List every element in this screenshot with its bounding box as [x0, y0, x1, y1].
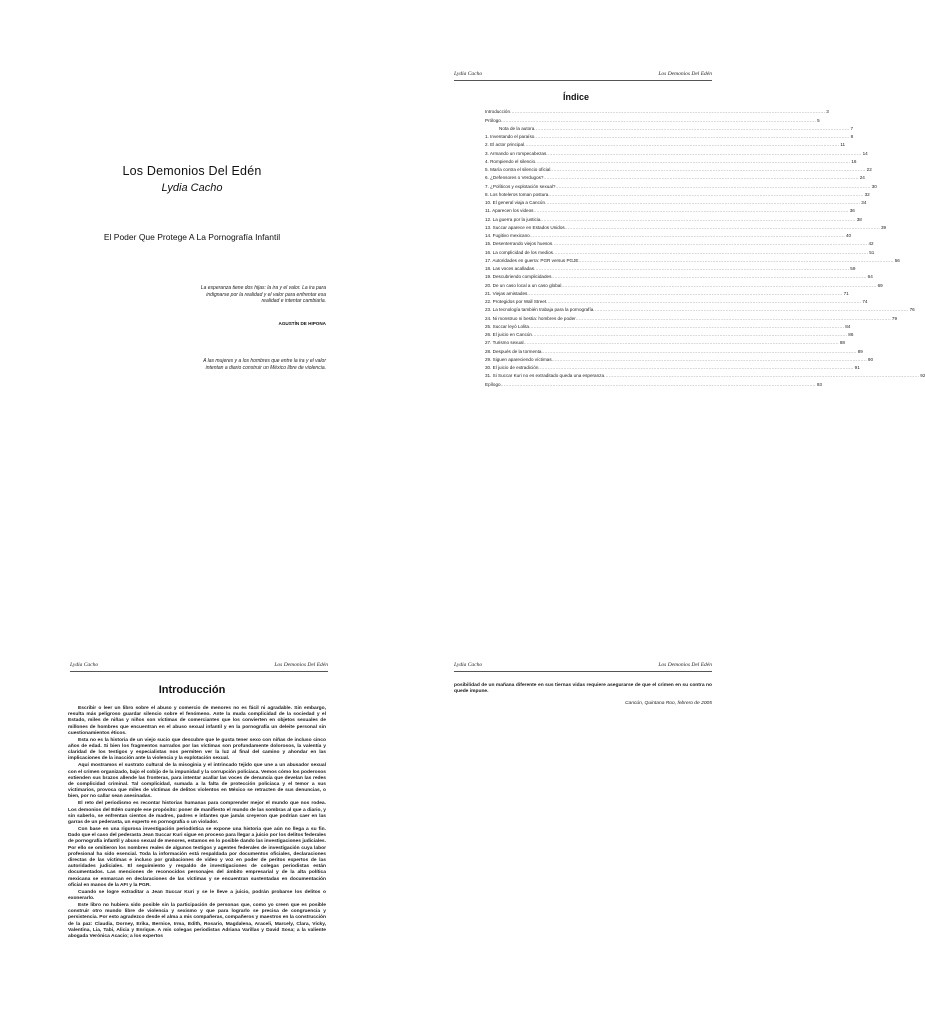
chapter-body — [68, 706, 326, 941]
toc-leader-dots: ........................................................................................................................................................................................................ — [551, 356, 867, 362]
toc-entry-title: 24. Ni monstruo ni bestia: hombres de poder — [485, 315, 576, 321]
toc-entry-page: 8 — [850, 134, 854, 139]
book-author: Lydia Cacho — [161, 182, 223, 194]
toc-entry-page: 59 — [850, 266, 856, 271]
toc-entry-title: 18. Las voces acalladas — [485, 266, 535, 271]
toc-entry-page: 79 — [891, 315, 898, 321]
toc-entry[interactable] — [485, 355, 874, 363]
body-paragraph: Escribir o leer un libro sobre el abuso y comercio de menores no es fácil ni agradable. Sin embargo, resulta más peligroso guardar silencio sobre el fenómeno. Ante la muda complicidad de la sociedad y el Estado, miles de niñas y niños son víctimas de comerciantes que los convierten en objetos sexuales de millones de hombres que encuentran en el abuso sexual infantil y en la pornografía un deleite personal sin cuestionamientos éticos. — [68, 706, 326, 736]
toc-leader-dots: ........................................................................................................................................................................................................ — [524, 142, 840, 148]
toc-entry[interactable] — [485, 338, 845, 346]
toc-entry-page: 91 — [854, 365, 860, 370]
toc-leader-dots: ........................................................................................................................................................................................................ — [552, 241, 868, 247]
toc-leader-dots: ........................................................................................................................................................................................................ — [528, 323, 845, 329]
toc-leader-dots: ........................................................................................................................................................................................................ — [564, 224, 880, 230]
toc-leader-dots: ........................................................................................................................................................................................................ — [533, 208, 849, 214]
toc-entry[interactable] — [485, 231, 852, 239]
toc-entry-title: 17. Autoridades en guerra: PGR versus PGJE — [485, 257, 579, 263]
toc-entry-page: 71 — [843, 290, 849, 296]
toc-entry-page: 56 — [894, 257, 900, 263]
toc-entry-title: 8. Los hoteleros toman postura — [485, 191, 549, 197]
page-index — [384, 0, 925, 512]
toc-entry[interactable] — [485, 297, 868, 305]
toc-entry-title: 7. ¿Políticos y explotación sexual? — [485, 183, 556, 189]
toc-entry-title: 13. Succar aparece en Estados Unidos — [485, 224, 565, 230]
toc-entry[interactable] — [485, 264, 856, 272]
toc-entry[interactable] — [485, 379, 822, 387]
toc-entry[interactable] — [485, 206, 855, 214]
toc-entry[interactable] — [485, 124, 854, 132]
toc-leader-dots: ........................................................................................................................................................................................................ — [604, 373, 920, 379]
toc-leader-dots: ........................................................................................................................................................................................................ — [543, 175, 859, 181]
header-author: Lydia Cacho — [70, 662, 99, 668]
header-book: Los Demonios Del Edén — [658, 71, 712, 77]
toc-entry[interactable] — [485, 313, 898, 321]
header-author: Lydia Cacho — [454, 71, 483, 77]
toc-entry-page: 36 — [849, 208, 855, 214]
toc-leader-dots: ........................................................................................................................................................................................................ — [534, 125, 850, 131]
toc-entry-page: 30 — [871, 183, 877, 189]
toc-entry[interactable] — [485, 140, 846, 148]
toc-leader-dots: ........................................................................................................................................................................................................ — [535, 158, 851, 164]
toc-entry-page: 16 — [851, 158, 857, 164]
toc-entry[interactable] — [485, 247, 875, 255]
toc-entry-title: 10. El general viaja a Cancún — [485, 200, 546, 205]
toc-entry-title: 14. Fugitivo mexicano — [485, 233, 530, 238]
toc-entry-title: 25. Succar leyó Lolita — [485, 323, 529, 329]
toc-leader-dots: ........................................................................................................................................................................................................ — [575, 315, 891, 321]
toc-entry[interactable] — [485, 190, 870, 198]
toc-leader-dots: ........................................................................................................................................................................................................ — [500, 117, 817, 123]
toc-entry-page: 39 — [880, 224, 887, 230]
toc-entry-title: 20. De un caso local a un caso global — [485, 282, 562, 288]
toc-leader-dots: ........................................................................................................................................................................................................ — [538, 365, 854, 370]
toc-leader-dots: ........................................................................................................................................................................................................ — [552, 249, 869, 255]
toc-entry-page: 92 — [920, 373, 925, 379]
toc-leader-dots: ........................................................................................................................................................................................................ — [534, 266, 850, 271]
book-title: Los Demonios Del Edén — [122, 164, 262, 178]
toc-entry-page: 88 — [839, 340, 845, 346]
toc-entry-title: Prólogo — [485, 117, 501, 123]
toc-leader-dots: ........................................................................................................................................................................................................ — [548, 191, 864, 197]
toc-entry-title: 15. Desenterrando viejos huesos — [485, 241, 553, 247]
toc-entry[interactable] — [485, 256, 900, 264]
toc-entry-page: 89 — [857, 348, 863, 354]
body-paragraph: Con base en una rigurosa investigación periodística se expone una historia que aún no llega a su fin. Dado que el caso del pederasta Jean Succar Kuri sigue en proceso para llegar a juicio por los delitos federales de pornografía infantil y abuso sexual de menores, estamos en lo posible dando las investigaciones judiciales. Por ello se omitieron los nombres reales de algunos testigos y agentes federales de investigación cuya labor profesional ha sido esencial. Toda la información está respaldada por documentos oficiales, declaraciones directas de las víctimas e incluso por grabaciones de video y voz en poder de peritos expertos de las autoridades judiciales. El seguimiento y respaldo de investigaciones de colegas periodistas están documentados. Las menciones de reconocidos personajes del ámbito empresarial y de la alta política mexicana se enmarcan en declaraciones de las víctimas y se encuentran sustentadas en documentación oficial en manos de la AFI y la PGR. — [68, 827, 326, 888]
dedication: A las mujeres y a los hombres que entre la ira y el valor intentan a diario construir un México libre de violencia. — [203, 358, 326, 371]
toc-entry-title: 1. Inventando el paraíso — [485, 134, 535, 139]
toc-entry-title: 3. Armando un rompecabezas — [485, 150, 547, 156]
toc-entry-page: 90 — [867, 356, 874, 362]
header-author: Lydia Cacho — [454, 662, 483, 668]
page-introduction — [0, 512, 384, 1024]
toc-entry-title: 16. La complicidad de los medios — [485, 249, 553, 255]
toc-entry[interactable] — [485, 280, 883, 288]
toc-entry-page: 93 — [816, 381, 822, 387]
toc-leader-dots: ........................................................................................................................................................................................................ — [545, 200, 861, 205]
toc-entry[interactable] — [485, 272, 873, 280]
body-paragraph: Este libro no hubiera sido posible sin la participación de personas que, como yo creen que es posible construir otro mundo libre de violencia y sexismo y que para lograrlo se precisa de congruencia y persistencia. Por esto agradezco desde el alma a mis compañeras, compañeros y maestros en la construcción de la paz: Claudia, Dorney, Erika, Bernice, Irma, Edith, Rosario, Magdalena, Araceli, Marcely, Clara, Vicky, Valentina, Lia, Tabi, Alicia y Enrique. A mis colegas periodistas Adriana Varillas y David Sosa; a la valiente abogada Verónica Acacio; a los expertos — [68, 903, 326, 940]
toc-entry-title: 2. El actor principal — [485, 142, 525, 148]
body-paragraph: Esta no es la historia de un viejo sucio que descubre que le gusta tener sexo con niñas de incluso cinco años de edad. Si bien los fragmentos narrados por las víctimas son profundamente dolorosos, la valentía y claridad de los testigos y especialistas nos permiten ver la luz al final del camino y ahondar en las implicaciones de la inacción ante la violencia y la explotación sexual. — [68, 737, 326, 762]
toc-entry-title: 21. Viejas amistades — [485, 290, 528, 296]
toc-entry-title: 26. El juicio en Cancún — [485, 332, 532, 337]
running-header — [454, 71, 712, 81]
epigraph-author: AGUSTÍN DE HIPONA — [278, 321, 326, 326]
chapter-title: Introducción — [158, 684, 226, 696]
toc-entry-page: 24 — [859, 175, 865, 181]
toc-entry-title: 31. Si Succar Kuri no es extraditado queda una esperanza — [485, 373, 605, 379]
body-paragraph: El reto del periodismo es recontar historias humanas para comprender mejor el mundo que nos rodea. Los demonios del Edén cumple ese propósito: poner de manifiesto el mundo de las sombras al que a diario, y sin saberlo, se enfrentan cientos de madres, padres e infantes que jamás creyeron que podrían caer en las garras de un pederasta, un experto en pornografía o un violador. — [68, 801, 326, 826]
toc-entry[interactable] — [485, 371, 925, 379]
toc-entry-page: 76 — [909, 307, 915, 313]
toc-entry[interactable] — [485, 148, 868, 156]
toc-entry-title: 4. Rompiendo el silencio — [485, 158, 536, 164]
toc-leader-dots: ........................................................................................................................................................................................................ — [534, 134, 850, 139]
toc-entry-page: 5 — [817, 117, 820, 123]
toc-leader-dots: ........................................................................................................................................................................................................ — [593, 307, 909, 313]
toc-entry-title: 12. La guerra por la justicia — [485, 216, 541, 222]
running-header — [70, 662, 328, 672]
toc-entry-title: 29. Siguen apareciendo víctimas — [485, 356, 552, 362]
toc-entry[interactable] — [485, 115, 820, 123]
toc-leader-dots: ........................................................................................................................................................................................................ — [550, 167, 866, 172]
toc-entry-title: 19. Descubriendo complicidades — [485, 274, 552, 280]
toc-leader-dots: ........................................................................................................................................................................................................ — [523, 340, 839, 346]
toc-leader-dots: ........................................................................................................................................................................................................ — [532, 332, 848, 337]
toc-entry[interactable] — [485, 181, 877, 189]
toc-entry[interactable] — [485, 157, 857, 165]
toc-entry[interactable] — [485, 363, 860, 371]
toc-leader-dots: ........................................................................................................................................................................................................ — [500, 381, 816, 387]
toc-leader-dots: ........................................................................................................................................................................................................ — [578, 257, 894, 263]
toc-entry-page: 74 — [862, 299, 868, 304]
toc-entry-title: 27. Turismo sexual — [485, 340, 524, 346]
toc-entry[interactable] — [485, 289, 849, 297]
header-book: Los Demonios Del Edén — [658, 662, 712, 668]
book-subtitle: El Poder Que Protege A La Pornografía Infantil — [103, 232, 281, 242]
toc-entry-title: Introducción — [485, 109, 511, 115]
toc-entry-page: 51 — [869, 249, 875, 255]
toc-entry-page: 32 — [864, 191, 870, 197]
page-continuation — [384, 512, 768, 1024]
toc-entry-title: 11. Aparecen los videos — [485, 208, 534, 214]
toc-entry[interactable] — [485, 330, 854, 338]
toc-entry[interactable] — [485, 132, 854, 140]
toc-entry[interactable] — [485, 346, 863, 354]
toc-entry[interactable] — [485, 107, 829, 115]
toc-entry[interactable] — [485, 322, 851, 330]
body-paragraph: Aquí mostramos el sustrato cultural de la misoginia y el intrincado tejido que une a un abusador sexual con el crimen organizado, bajo el cobijo de la impunidad y la corrupción policiaca. Vemos cómo los poderosos extienden sus brazos allende las fronteras, para intentar acallar las voces de denuncia que develan las redes de complicidad criminal. Tal complicidad, sumada a la falta de protección policiaca y el temor a sus victimarios, provoca que miles de víctimas de delitos violentos en México se retracten de sus denuncias, o bien, por no callar sean asesinadas. — [68, 763, 326, 800]
toc-leader-dots: ........................................................................................................................................................................................................ — [540, 216, 856, 222]
body-paragraph: Cuando se logre extraditar a Jean Succar Kuri y se le lleve a juicio, podrán probarse los delitos o exonerarlo. — [68, 889, 326, 902]
toc-entry-page: 42 — [868, 241, 874, 247]
toc-leader-dots: ........................................................................................................................................................................................................ — [541, 348, 857, 354]
toc-entry-page: 64 — [867, 274, 873, 280]
toc-entry[interactable] — [485, 198, 867, 206]
toc-entry-page: 84 — [845, 323, 851, 329]
toc-leader-dots: ........................................................................................................................................................................................................ — [527, 290, 843, 296]
toc-leader-dots: ........................................................................................................................................................................................................ — [529, 233, 845, 238]
toc-leader-dots: ........................................................................................................................................................................................................ — [561, 282, 877, 288]
toc-entry-title: 30. El juicio de extradición — [485, 365, 539, 370]
toc-entry[interactable] — [485, 165, 872, 173]
toc-entry[interactable] — [485, 223, 887, 231]
toc-entry-page: 69 — [877, 282, 883, 288]
toc-entry-title: 5. María contra el silencio oficial — [485, 167, 551, 172]
toc-leader-dots: ........................................................................................................................................................................................................ — [546, 299, 862, 304]
toc-title: Índice — [562, 92, 589, 102]
toc-entry-page: 40 — [845, 233, 852, 238]
toc-entry-page: 22 — [866, 167, 872, 172]
toc-entry-page: 7 — [850, 125, 854, 131]
toc-entry-title: 22. Protegidos por Wall Street — [485, 299, 547, 304]
page-title-spread — [0, 0, 384, 512]
toc-entry-title: Nota de la autora — [499, 125, 535, 131]
toc-entry-title: 28. Después de la tormenta — [485, 348, 542, 354]
toc-entry[interactable] — [485, 305, 915, 313]
signoff: Cancún, Quintana Roo, febrero de 2005 — [624, 701, 712, 706]
toc-entry-page: 14 — [862, 150, 868, 156]
toc-entry-title: 23. La tecnología también trabaja para la pornografía — [485, 307, 594, 313]
toc-entry-page: 34 — [861, 200, 867, 205]
toc-entry-title: 6. ¿Defensores o Verdugos? — [485, 175, 544, 181]
epigraph-hipona: La esperanza tiene dos hijas: la ira y el valor. La ira para indignarse por la realidad y el valor para enfrentar esa realidad e intentar cambiarla. — [200, 285, 326, 305]
toc-entry-page: 86 — [848, 332, 854, 337]
running-header — [454, 662, 712, 672]
toc-entry[interactable] — [485, 214, 862, 222]
toc-leader-dots: ........................................................................................................................................................................................................ — [551, 274, 867, 280]
toc-entry-page: 3 — [826, 109, 829, 115]
toc-entry-page: 11 — [840, 142, 846, 148]
header-book: Los Demonios Del Edén — [274, 662, 328, 668]
toc-list — [485, 107, 925, 388]
toc-entry[interactable] — [485, 173, 865, 181]
toc-leader-dots: ........................................................................................................................................................................................................ — [510, 109, 826, 115]
toc-leader-dots: ........................................................................................................................................................................................................ — [555, 183, 871, 189]
toc-entry-title: Epílogo — [485, 381, 501, 387]
toc-entry-page: 38 — [856, 216, 862, 222]
toc-leader-dots: ........................................................................................................................................................................................................ — [546, 150, 862, 156]
continuation-text: posibilidad de un mañana diferente en sus tiernas vidas requiere asegurarse de que el crimen en su contra no quede impune. — [454, 683, 712, 695]
toc-entry[interactable] — [485, 239, 874, 247]
